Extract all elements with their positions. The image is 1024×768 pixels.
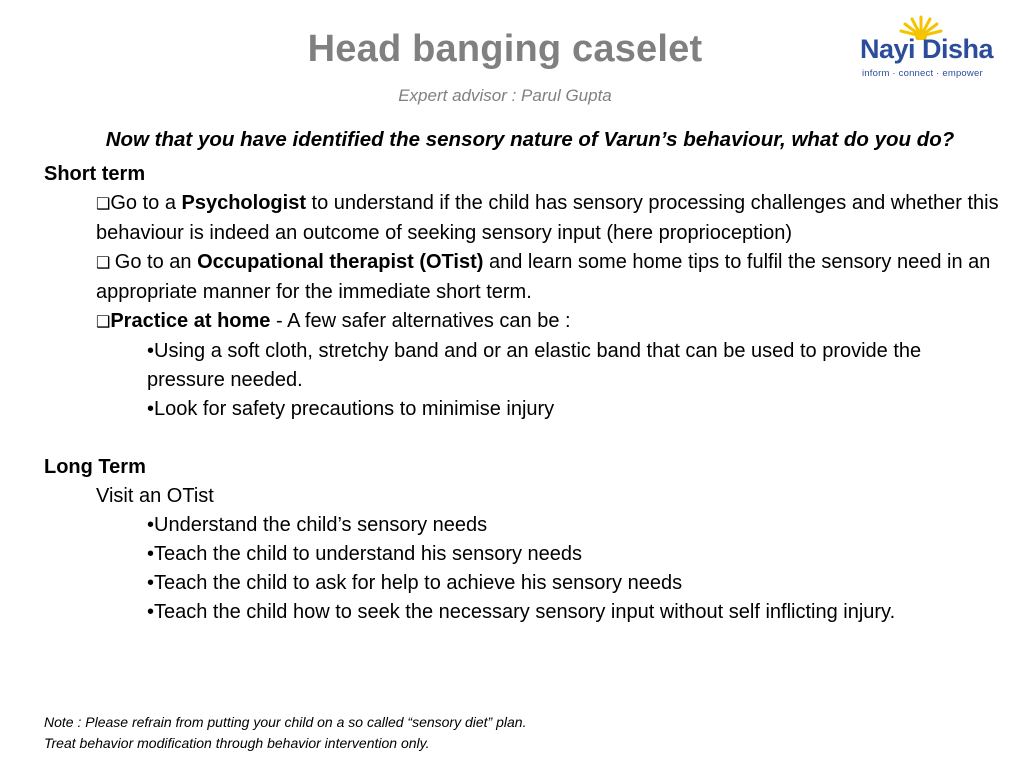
long-term-intro: Visit an OTist <box>96 485 214 507</box>
question-heading: Now that you have identified the sensory nature of Varun’s behaviour, what do you do? <box>105 128 955 151</box>
slide-content <box>44 160 1004 627</box>
item-text: and learn some home tips to fulfil the sensory need in an appropriate manner for the immediate short term. <box>96 251 991 303</box>
long-term-heading: Long Term <box>44 456 146 478</box>
logo-tagline: inform · connect · empower <box>862 68 983 79</box>
short-term-sub-item: •Using a soft cloth, stretchy band and or an elastic band that can be used to provide the pressure needed. <box>147 340 922 391</box>
footnote <box>44 712 526 754</box>
short-term-heading: Short term <box>44 163 146 185</box>
short-term-item <box>44 189 1004 248</box>
item-bold-text: Occupational therapist (OTist) <box>197 251 484 273</box>
short-term-item <box>44 248 1004 307</box>
checkbox-bullet-icon: ❑ <box>96 255 115 272</box>
nayi-disha-logo <box>858 14 1008 84</box>
checkbox-bullet-icon: ❑ <box>96 196 111 213</box>
item-text: Go to an <box>114 251 198 273</box>
short-term-sub-item: •Look for safety precautions to minimise injury <box>147 398 555 420</box>
item-bold-text: Psychologist <box>181 192 306 214</box>
item-text: Go to a <box>110 192 182 214</box>
long-term-item: •Teach the child to ask for help to achieve his sensory needs <box>147 572 683 594</box>
item-text: to understand if the child has sensory processing challenges and whether this behaviour is indeed an outcome of seeking sensory input (here proprioception) <box>96 192 999 244</box>
item-text: - A few safer alternatives can be : <box>270 310 571 332</box>
long-term-item: •Teach the child how to seek the necessary sensory input without self inflicting injury. <box>147 601 896 623</box>
long-term-item: •Understand the child’s sensory needs <box>147 514 488 536</box>
note-line: Treat behavior modification through behavior intervention only. <box>44 735 430 751</box>
page-title: Head banging caselet <box>307 28 703 70</box>
item-bold-text: Practice at home <box>110 310 271 332</box>
page-subtitle: Expert advisor : Parul Gupta <box>398 86 612 105</box>
checkbox-bullet-icon: ❑ <box>96 314 111 331</box>
logo-name: Nayi Disha <box>860 34 994 64</box>
note-line: Note : Please refrain from putting your child on a so called “sensory diet” plan. <box>44 714 527 730</box>
short-term-item <box>44 307 1004 337</box>
long-term-item: •Teach the child to understand his sensory needs <box>147 543 583 565</box>
